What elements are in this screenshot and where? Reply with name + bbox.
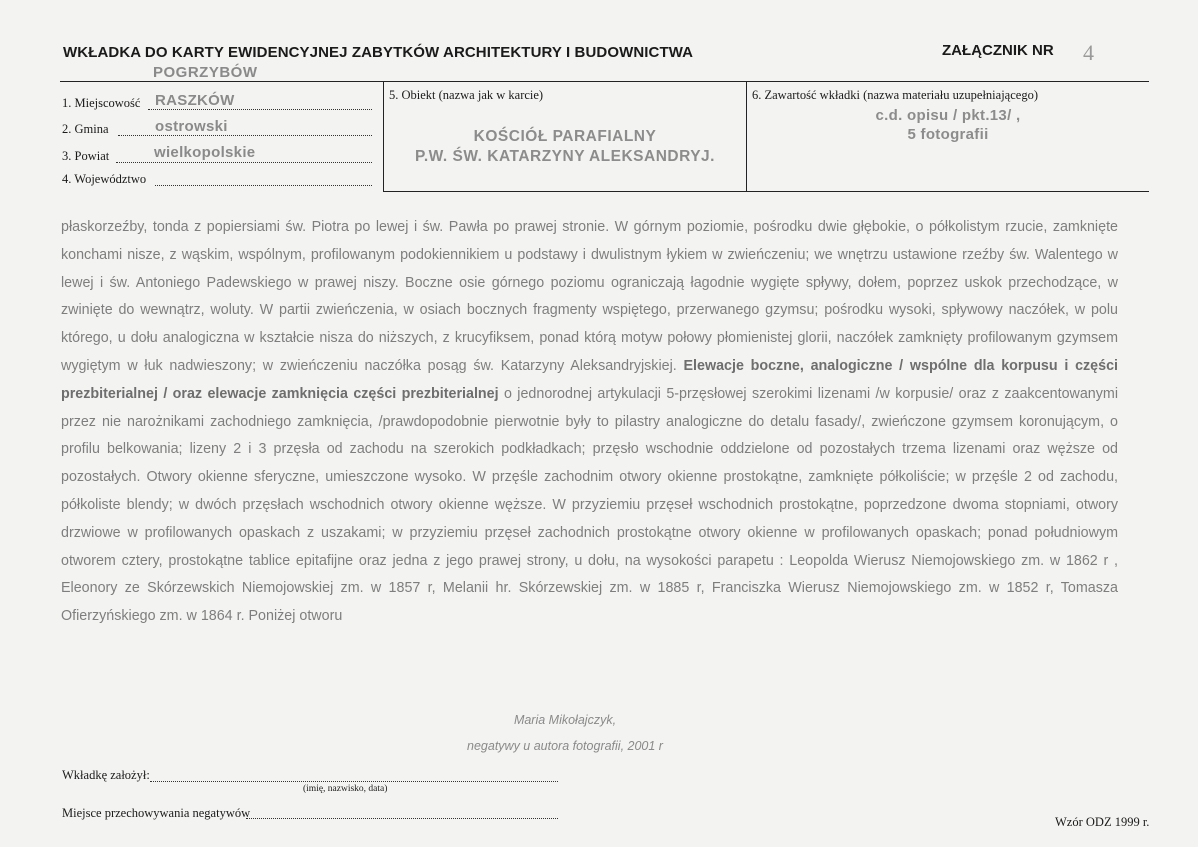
negatives-storage-label: Miejsce przechowywania negatywów xyxy=(62,806,251,820)
gmina-dots xyxy=(118,135,372,136)
annex-label: ZAŁĄCZNIK NR xyxy=(942,42,1054,59)
annex-number: 4 xyxy=(1083,40,1094,65)
contents-label: 6. Zawartość wkładki (nazwa materiału uzupełniającego) xyxy=(752,88,1038,102)
description-part-2: o jednorodnej artykulacji 5-przęsłowej szerokimi lizenami /w korpusie/ oraz z zaakcentowanymi przez nie narożnikami zachodniego zamknięcia, /prawdopodobnie pierwotnie były to pilastry analogiczne do detalu fasady/, zwieńczone gzymsem koronującym, o profilu belkowania; lizeny 2 i 3 przęsła od zachodu na szerokich podkładkach; przęsło wschodnie oddzielone od pozostałych trzema lizenami oraz węższe od pozostałych. Otwory okienne sferyczne, umieszczone wysoko. W przęśle zachodnim otwory okienne prostokątne, zamknięte półkoliście; w przęśle 2 od zachodu, półkoliste blendy; w dwóch przęsłach wschodnich otwory okienne węższe. W przyziemiu przęseł wschodnich prostokątne, poprzedzone dwoma stopniami, otwory drzwiowe w profilowanych opaskach z uszakami; w przyziemiu przęseł zachodnich prostokątne otwory okienne w profilowanych opaskach; ponad południowym otworem cztery, prostokątne tablice epitafijne oraz jedna z jego prawej strony, u dołu, na wysokości parapetu : Leopolda Wierusz Niemojowskiego zm. w 1862 r , Eleonory ze Skórzewskich Niemojowskiej zm. w 1857 r, Melanii hr. Skórzewskiej zm. w 1885 r, Franciszka Wierusz Niemojowskiego zm. w 1852 r, Tomasza Ofierzyńskiego zm. w 1864 r. Poniżej otworu xyxy=(61,385,1118,625)
description-bold-heading: Elewacje boczne, analogiczne / wspólne dla korpusu i części prezbiterialnej / oraz elewacje zamknięcia części prezbiterialnej xyxy=(61,357,1119,402)
wojewodztwo-label: 4. Województwo xyxy=(62,172,147,186)
powiat-dots xyxy=(116,162,372,163)
description-part-1: płaskorzeźby, tonda z popiersiami św. Piotra po lewej i św. Pawła po prawej stronie. W górnym poziomie, pośrodku dwie głębokie, o półkolistym rzucie, zamknięte konchami nisze, z wąskim, wspólnym, profilowanym podokiennikiem u podstawy i dwulistnym łykiem w zwieńczeniu; we wnętrzu ustawione rzeźby św. Walentego w lewej i św. Antoniego Padewskiego w prawej niszy. Boczne osie górnego poziomu ograniczają łagodnie wygięte spływy, dołem, poprzez uskok przechodzące, w zwinięte do wewnątrz, woluty. W partii zwieńczenia, w osiach bocznych fragmenty wspiętego, przerwanego gzymsu; pośrodku wysoki, spływowy naczółek, w polu którego, u dołu analogiczna w kształcie nisza do niższych, z krucyfiksem, ponad którą motyw połowy płomienistej glorii, naczółek zamknięty profilowanym gzymsem wygiętym w łuk nadwieszony; w zwieńczeniu naczółka posąg św. Katarzyny Aleksandryjskiej. xyxy=(61,219,1118,374)
gmina-label: 2. Gmina xyxy=(62,122,109,136)
miejscowosc-dots xyxy=(148,109,372,110)
powiat-value: wielkopolskie xyxy=(154,144,256,161)
photo-author: Maria Mikołajczyk, xyxy=(513,713,617,727)
table-bottom-border xyxy=(383,191,1149,192)
powiat-label: 3. Powiat xyxy=(62,149,110,163)
insert-author-sublabel: (imię, nazwisko, data) xyxy=(303,784,388,794)
contents-line1: c.d. opisu / pkt.13/ , xyxy=(875,107,1021,124)
gmina-value: ostrowski xyxy=(155,118,228,135)
table-top-border xyxy=(60,81,1149,82)
miejscowosc-label: 1. Miejscowość xyxy=(62,96,141,110)
negatives-storage-dots xyxy=(246,818,558,819)
negatives-note: negatywy u autora fotografii, 2001 r xyxy=(467,739,663,753)
form-title: WKŁADKA DO KARTY EWIDENCYJNEJ ZABYTKÓW ARCHITEKTURY I BUDOWNICTWA xyxy=(63,44,694,61)
typed-locality-note: POGRZYBÓW xyxy=(153,64,258,81)
contents-line2: 5 fotografii xyxy=(907,126,989,143)
insert-author-dots xyxy=(150,781,558,782)
insert-author-label: Wkładkę założył: xyxy=(62,768,150,782)
description-text xyxy=(61,214,1118,631)
object-name-line1: KOŚCIÓŁ PARAFIALNY xyxy=(473,128,657,145)
wojewodztwo-dots xyxy=(155,185,372,186)
form-version: Wzór ODZ 1999 r. xyxy=(1055,815,1150,829)
miejscowosc-value: RASZKÓW xyxy=(155,92,235,109)
object-name-line2: P.W. ŚW. KATARZYNY ALEKSANDRYJ. xyxy=(415,148,715,165)
object-label: 5. Obiekt (nazwa jak w karcie) xyxy=(389,88,544,102)
